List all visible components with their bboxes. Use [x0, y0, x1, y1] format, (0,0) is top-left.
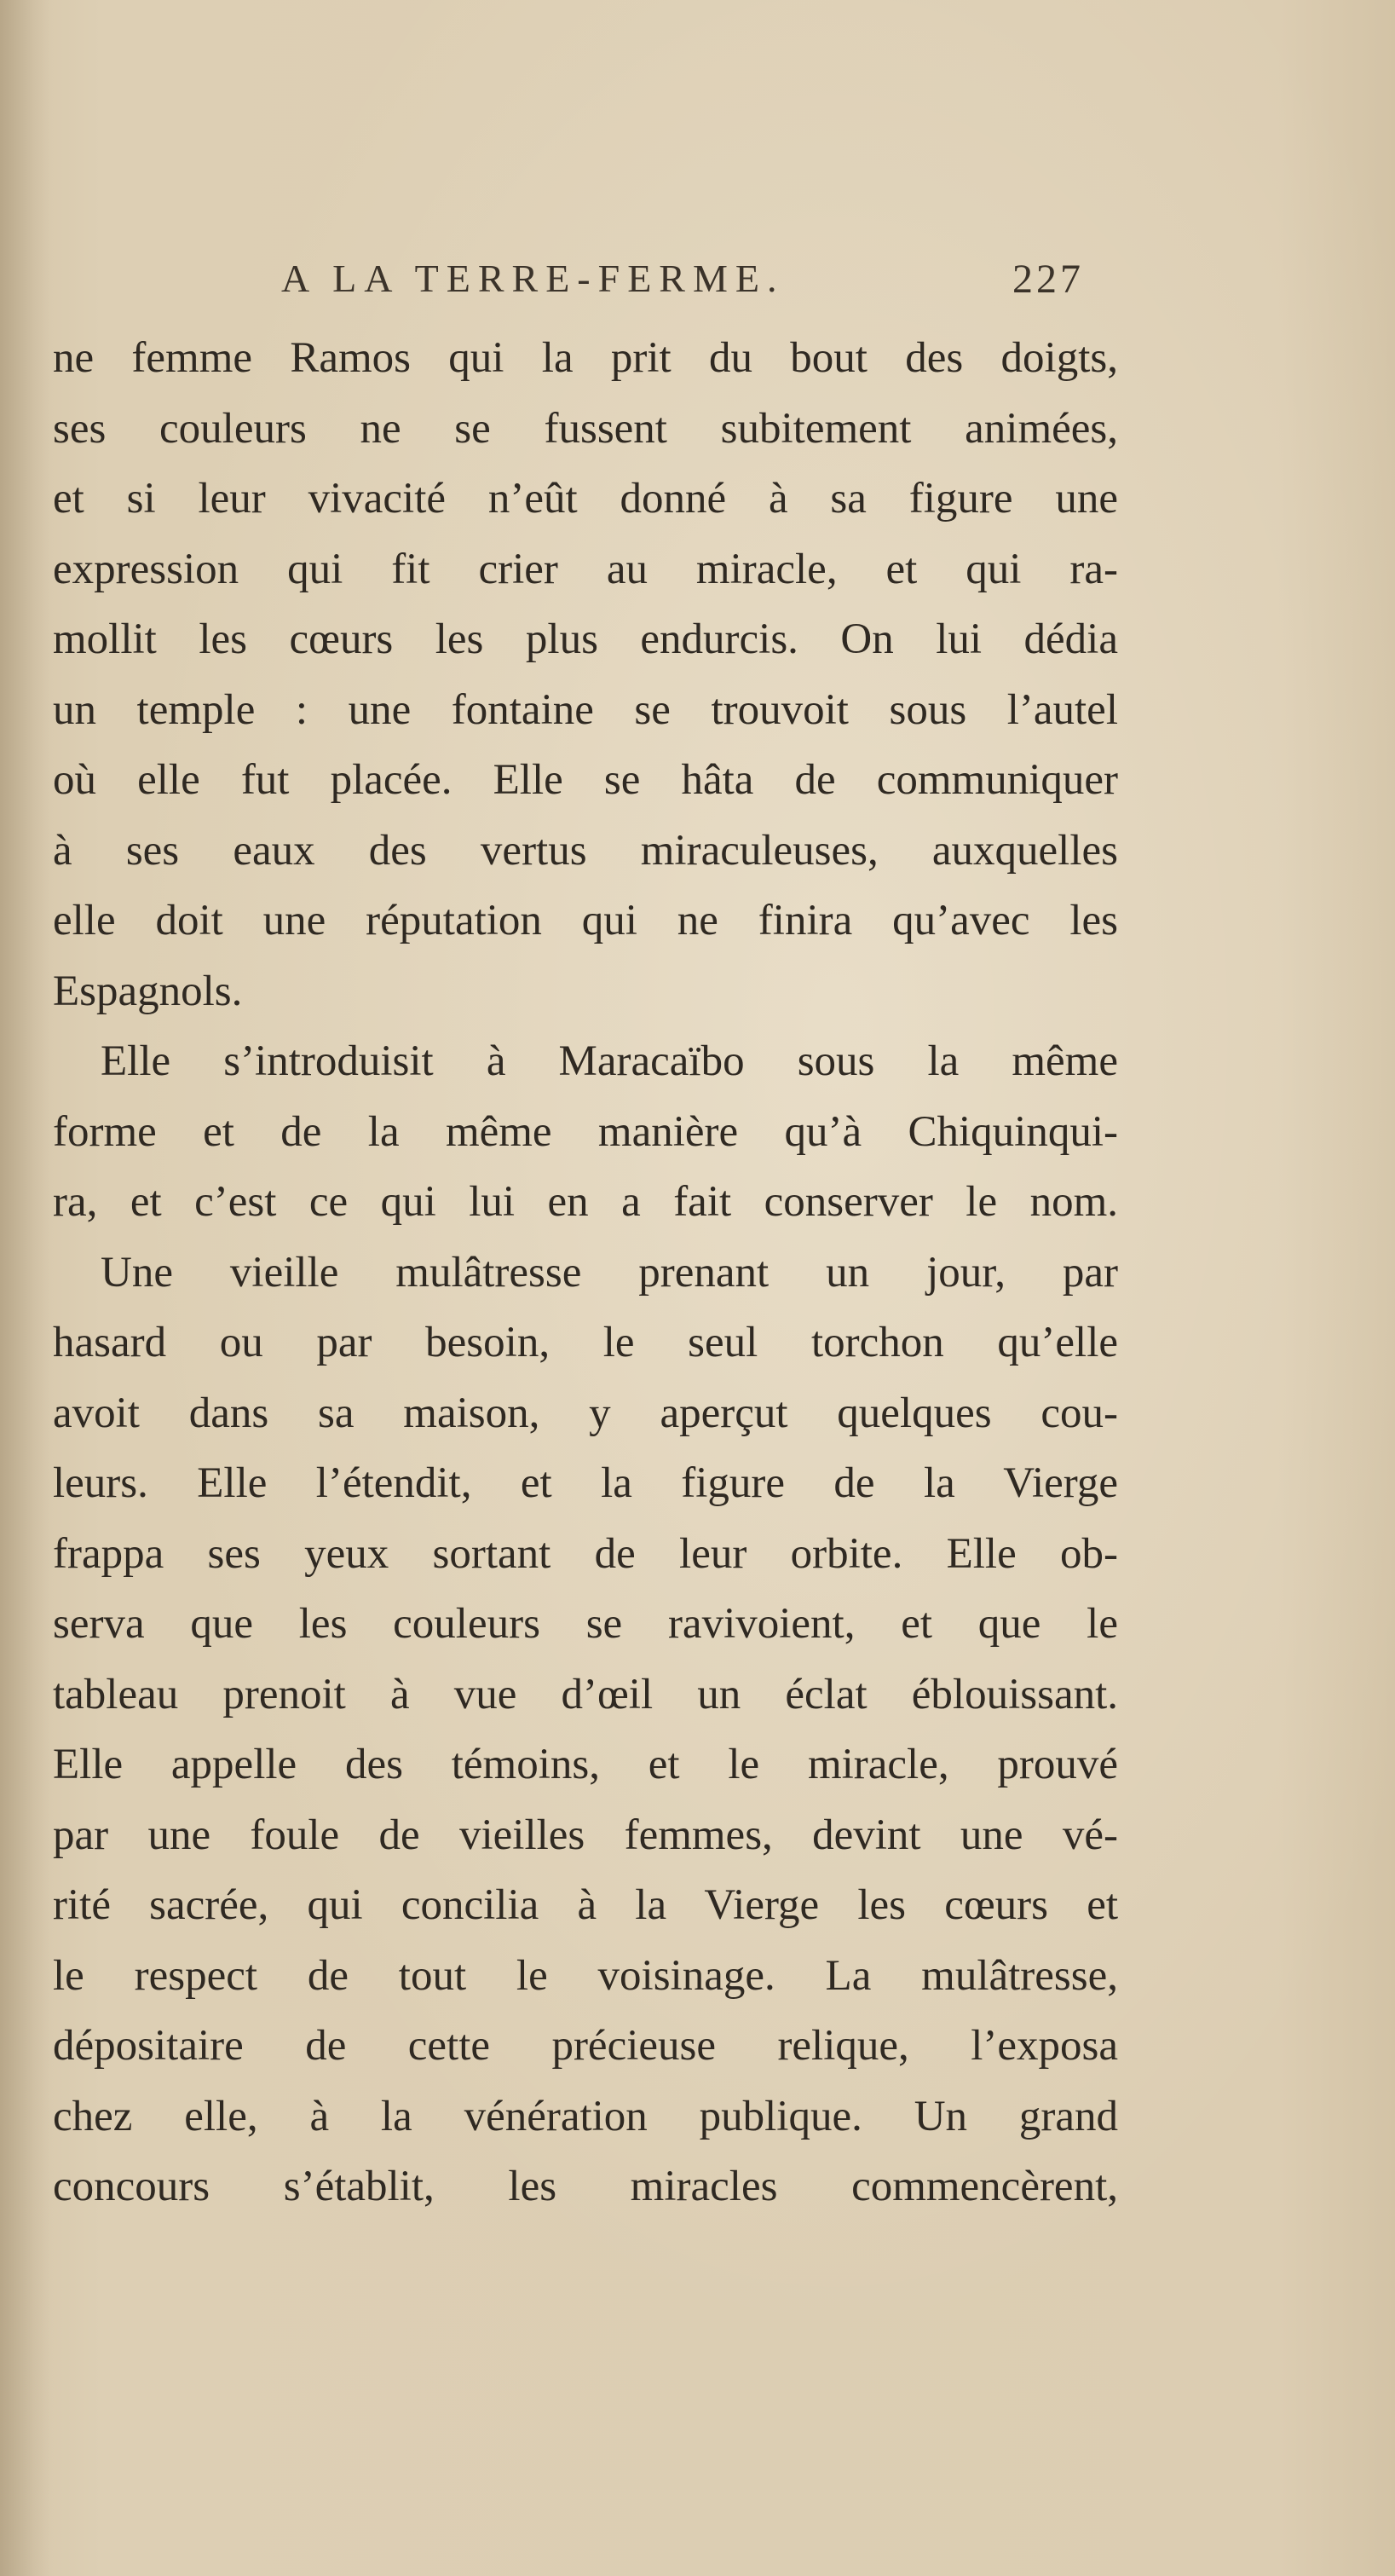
text-line: et si leur vivacité n’eût donné à sa figure une — [53, 475, 1118, 523]
text-line: serva que les couleurs se ravivoient, et que le — [53, 1600, 1118, 1648]
text-line: le respect de tout le voisinage. La mulâtresse, — [53, 1951, 1118, 2000]
text-line: Elle appelle des témoins, et le miracle, prouvé — [53, 1741, 1118, 1788]
gutter-shadow — [0, 0, 51, 2576]
text-line: Une vieille mulâtresse prenant un jour, par — [101, 1248, 1118, 1297]
text-line: un temple : une fontaine se trouvoit sous l’autel — [53, 685, 1118, 734]
text-line: chez elle, à la vénération publique. Un grand — [53, 2092, 1118, 2140]
text-line: par une foule de vieilles femmes, devint une vé- — [53, 1811, 1118, 1859]
text-line: où elle fut placée. Elle se hâta de communiquer — [53, 756, 1118, 804]
text-line: concours s’établit, les miracles commencèrent, — [53, 2163, 1118, 2210]
text-line: rité sacrée, qui concilia à la Vierge les cœurs et — [53, 1881, 1118, 1929]
text-line: dépositaire de cette précieuse relique, l’exposa — [53, 2022, 1118, 2070]
text-line: expression qui fit crier au miracle, et qui ra- — [53, 545, 1118, 593]
running-head — [0, 256, 1395, 324]
text-line: ses couleurs ne se fussent subitement animées, — [53, 404, 1118, 453]
text-line: mollit les cœurs les plus endurcis. On lui dédia — [53, 615, 1118, 663]
text-line: tableau prenoit à vue d’œil un éclat éblouissant. — [53, 1670, 1118, 1718]
text-line: Espagnols. — [53, 967, 243, 1015]
text-line: à ses eaux des vertus miraculeuses, auxquelles — [53, 826, 1118, 875]
text-line: ra, et c’est ce qui lui en a fait conserver le nom. — [53, 1178, 1118, 1226]
text-line: leurs. Elle l’étendit, et la figure de la Vierge — [53, 1459, 1118, 1507]
text-line: avoit dans sa maison, y aperçut quelques cou- — [53, 1389, 1118, 1437]
text-line: forme et de la même manière qu’à Chiquinqui- — [53, 1107, 1118, 1156]
text-line: hasard ou par besoin, le seul torchon qu’elle — [53, 1319, 1118, 1366]
text-line: elle doit une réputation qui ne finira qu’avec les — [53, 897, 1118, 944]
page-number: 227 — [1012, 257, 1084, 302]
running-head-title: A LA TERRE-FERME. — [281, 257, 785, 300]
text-line: Elle s’introduisit à Maracaïbo sous la même — [101, 1037, 1118, 1085]
text-line: frappa ses yeux sortant de leur orbite. Elle ob- — [53, 1529, 1118, 1578]
text-line: ne femme Ramos qui la prit du bout des doigts, — [53, 334, 1118, 382]
